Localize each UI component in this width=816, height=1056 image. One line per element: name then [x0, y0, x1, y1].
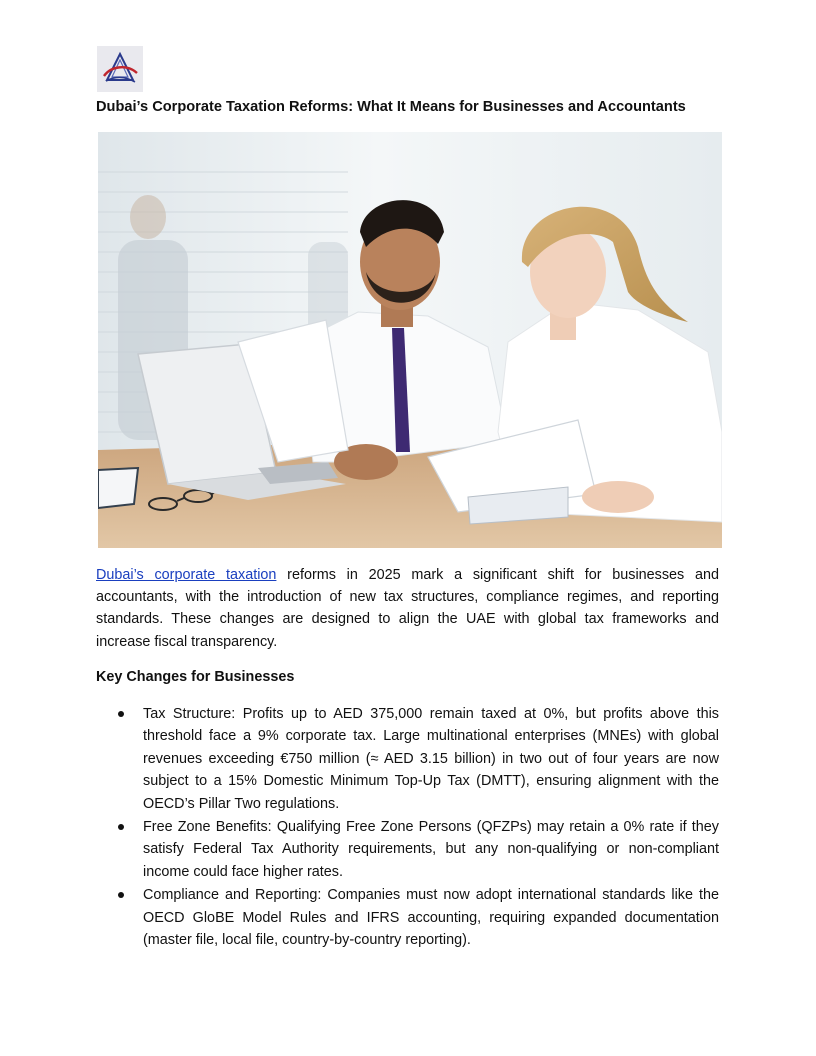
list-item-text: Tax Structure: Profits up to AED 375,000 remain taxed at 0%, but profits above this threshold face a 9% corporate tax. Large multinational enterprises (MNEs) with global revenues exceeding €750 million (≈ AED 3.15 billion) in two out of four years are now subject to a 15% Domestic Minimum Top-Up Tax (DMTT), ensuring alignment with the OECD’s Pillar Two regulations. — [143, 706, 719, 812]
triangle-swoosh-logo-icon — [97, 46, 143, 92]
bullet-icon — [118, 824, 124, 830]
list-item-text: Compliance and Reporting: Companies must now adopt international standards like the OECD GloBE Model Rules and IFRS accounting, requiring expanded documentation (master file, local file, country-by-country reporting). — [143, 887, 719, 949]
intro-paragraph — [96, 564, 719, 653]
bullet-icon — [118, 711, 124, 717]
corporate-taxation-link[interactable]: Dubai’s corporate taxation — [96, 567, 277, 583]
bullet-icon — [118, 892, 124, 898]
document-title: Dubai’s Corporate Taxation Reforms: What It Means for Businesses and Accountants — [96, 99, 686, 115]
intro-text: reforms in 2025 mark a significant shift for businesses and accountants, with the introduction of new tax structures, compliance regimes, and reporting standards. These changes are designed to align the UAE with global tax frameworks and increase fiscal transparency. — [96, 567, 719, 650]
list-item-text: Free Zone Benefits: Qualifying Free Zone Persons (QFZPs) may retain a 0% rate if they satisfy Federal Tax Authority requirements, but any non-qualifying or non-compliant income could face higher rates. — [143, 819, 719, 880]
section-heading: Key Changes for Businesses — [96, 669, 295, 685]
list-item — [96, 816, 719, 883]
key-changes-list — [96, 703, 719, 952]
list-item — [96, 703, 719, 815]
business-meeting-photo — [98, 132, 722, 548]
company-logo — [97, 46, 143, 92]
list-item — [96, 884, 719, 951]
